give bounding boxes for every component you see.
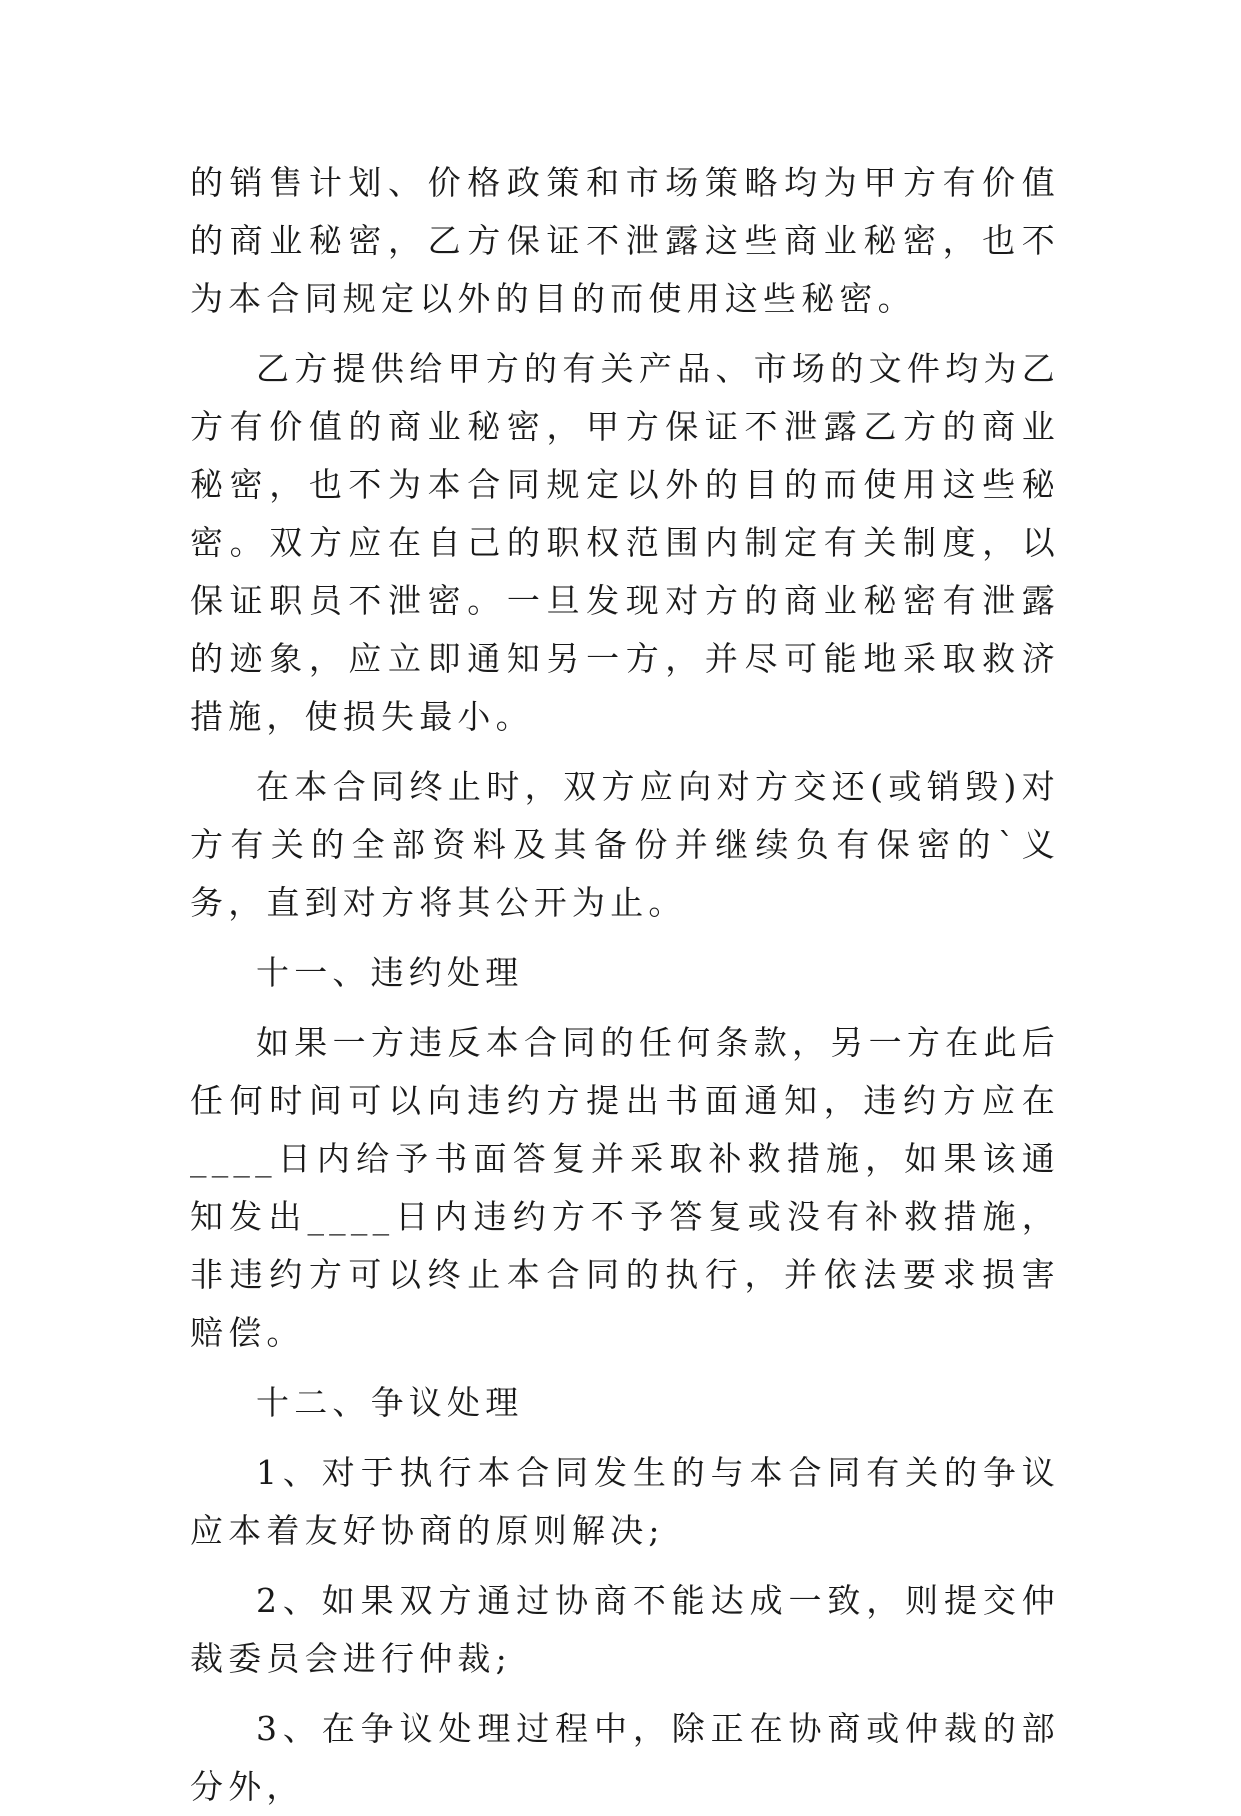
section-heading-dispute: 十二、争议处理 [256, 1383, 524, 1422]
paragraph-breach-handling: 如果一方违反本合同的任何条款，另一方在此后任何时间可以向违约方提出书面通知，违约方应在____日内给予书面答复并采取补救措施，如果该通知发出____日内违约方不予答复或没有补救措施，非违约方可以终止本合同的执行，并依法要求损害赔偿。 [190, 1023, 1060, 1352]
document-body [190, 154, 1060, 1816]
paragraph-confidentiality-continued: 的销售计划、价格政策和市场策略均为甲方有价值的商业秘密，乙方保证不泄露这些商业秘密，也不为本合同规定以外的目的而使用这些秘密。 [190, 163, 1060, 318]
paragraph-dispute-item-2: 2、如果双方通过协商不能达成一致，则提交仲裁委员会进行仲裁; [190, 1581, 1060, 1678]
section-heading-breach: 十一、违约处理 [256, 953, 524, 992]
paragraph-dispute-item-3: 3、在争议处理过程中，除正在协商或仲裁的部分外， [190, 1709, 1060, 1806]
paragraph-dispute-item-1: 1、对于执行本合同发生的与本合同有关的争议应本着友好协商的原则解决; [190, 1453, 1060, 1550]
paragraph-party-b-documents: 乙方提供给甲方的有关产品、市场的文件均为乙方有价值的商业秘密，甲方保证不泄露乙方的商业秘密，也不为本合同规定以外的目的而使用这些秘密。双方应在自己的职权范围内制定有关制度，以保证职员不泄密。一旦发现对方的商业秘密有泄露的迹象，应立即通知另一方，并尽可能地采取救济措施，使损失最小。 [190, 349, 1060, 736]
paragraph-termination-return: 在本合同终止时，双方应向对方交还(或销毁)对方有关的全部资料及其备份并继续负有保密的`义务，直到对方将其公开为止。 [190, 767, 1060, 922]
